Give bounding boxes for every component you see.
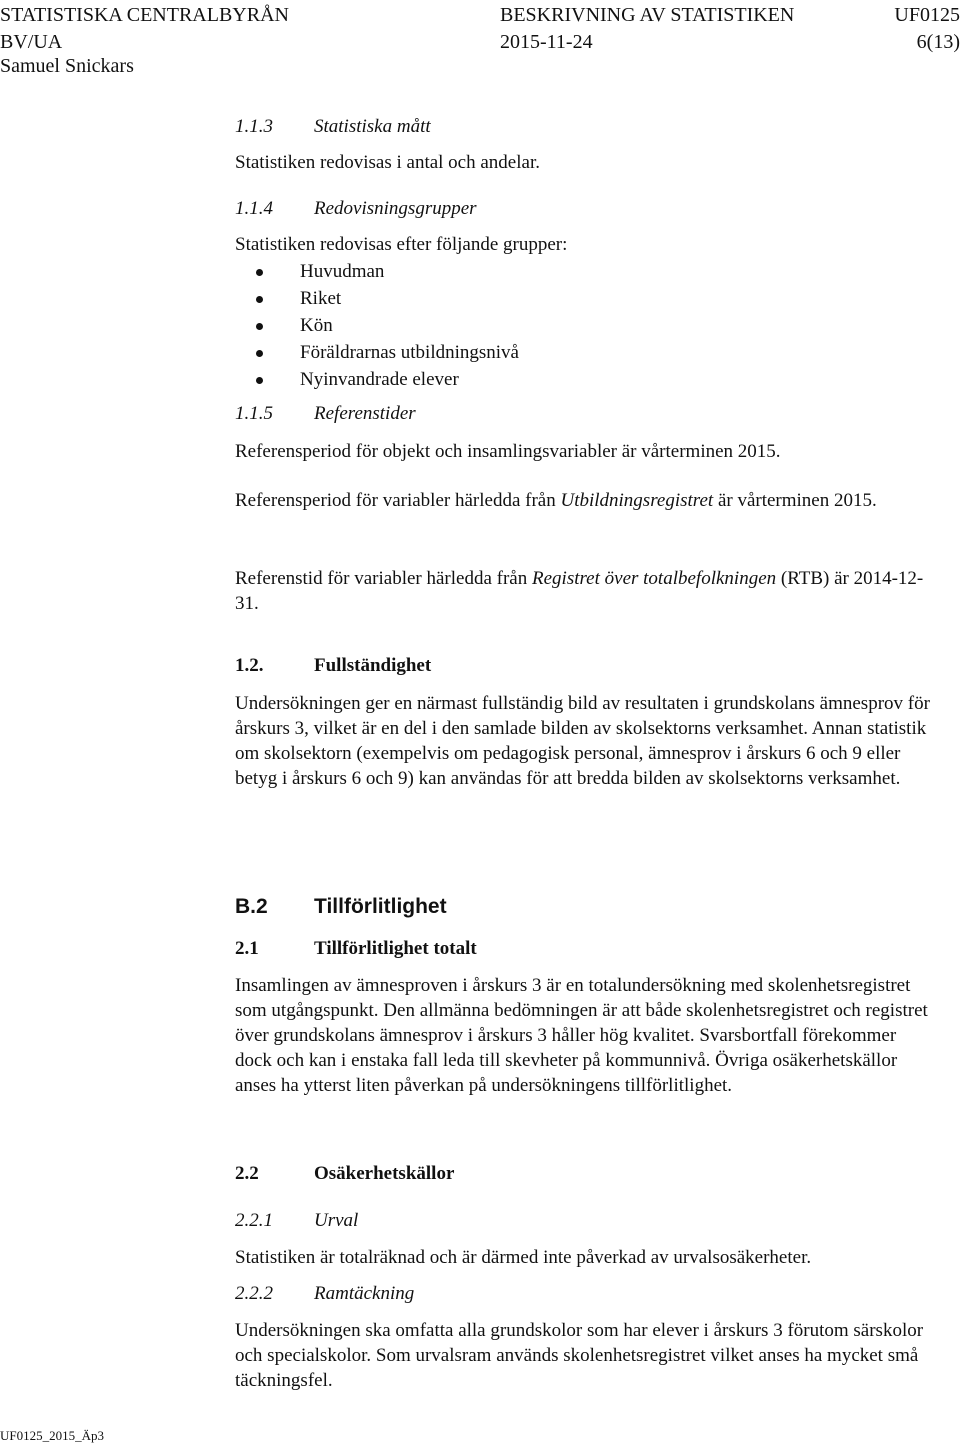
section-number: 1.1.4: [235, 198, 273, 219]
list-item: Nyinvandrade elever: [235, 366, 519, 393]
paragraph-referensperiod-utbildningsregistret: [235, 488, 935, 513]
list-item: Kön: [235, 312, 519, 339]
bullet-list-groups: [235, 258, 519, 393]
paragraph-grupper-intro: Statistiken redovisas efter följande grupper:: [235, 234, 568, 255]
header-org: STATISTISKA CENTRALBYRÅN: [0, 4, 289, 26]
section-heading-1-2: [235, 654, 431, 678]
section-title: Fullständighet: [314, 655, 432, 676]
section-title: Statistiska mått: [314, 116, 431, 137]
section-heading-2-1: [235, 937, 477, 961]
section-heading-2-2: [235, 1162, 454, 1186]
section-title: Referenstider: [314, 403, 416, 424]
paragraph-referensperiod-objekt: Referensperiod för objekt och insamlingsvariabler är vårterminen 2015.: [235, 441, 781, 462]
section-number: 2.2.2: [235, 1283, 273, 1304]
section-heading-b-2: [235, 895, 447, 919]
header-date: 2015-11-24: [500, 31, 593, 53]
paragraph-tillforlitlighet-totalt: Insamlingen av ämnesproven i årskurs 3 är en totalundersökning med skolenhetsregistret som utgångspunkt. Den allmänna bedömningen är att både skolenhetsregistret och registret över grundskolans ämnesprov i årskurs 3 håller hög kvalitet. Svarsbortfall förekommer dock och kan i enstaka fall leda till skevheter på kommunnivå. Övriga osäkerhetskällor anses ha ytterst liten påverkan på undersökningens tillförlitlighet.: [235, 975, 928, 1096]
paragraph-ramtackning: Undersökningen ska omfatta alla grundskolor som har elever i årskurs 3 förutom särskolor och specialskolor. Som urvalsram används skolenhetsregistret vilket anses ha mycket små täckningsfel.: [235, 1320, 924, 1391]
header-code: UF0125: [894, 4, 960, 26]
section-number: B.2: [235, 895, 268, 918]
section-title: Urval: [314, 1210, 359, 1231]
paragraph-urval: Statistiken är totalräknad och är därmed inte påverkad av urvalsosäkerheter.: [235, 1247, 812, 1268]
section-title: Osäkerhetskällor: [314, 1163, 455, 1184]
section-title: Tillförlitlighet totalt: [314, 938, 477, 959]
section-number: 2.1: [235, 938, 259, 959]
paragraph-referenstid-rtb: [235, 566, 935, 616]
register-name: Registret över totalbefolkningen: [532, 568, 777, 589]
paragraph-fullstandighet: Undersökningen ger en närmast fullständig bild av resultaten i grundskolans ämnesprov för årskurs 3, vilket är en del i den samlade bilden av skolsektorns verksamhet. Annan statistik om skolsektorn (exempelvis om pedagogisk personal, ämnesprov i årskurs 6 och 9 eller betyg i årskurs 6 och 9) kan användas för att bredda bilden av skolsektorns verksamhet.: [235, 693, 930, 789]
list-item: Huvudman: [235, 258, 519, 285]
text-run: Referenstid för variabler härledda från: [235, 568, 532, 589]
header-author: Samuel Snickars: [0, 55, 134, 77]
section-number: 2.2: [235, 1163, 259, 1184]
section-title: Tillförlitlighet: [314, 895, 447, 918]
section-heading-1-1-3: [235, 115, 431, 139]
text-run: (RTB) är 2014-12-31.: [235, 568, 924, 614]
section-number: 1.2.: [235, 655, 264, 676]
section-heading-2-2-1: [235, 1209, 358, 1233]
header-unit: BV/UA: [0, 31, 63, 53]
text-run: är vårterminen 2015.: [713, 490, 877, 511]
header-doc-title: BESKRIVNING AV STATISTIKEN: [500, 4, 795, 26]
paragraph-statistiska-matt: Statistiken redovisas i antal och andelar.: [235, 152, 540, 173]
section-title: Ramtäckning: [314, 1283, 415, 1304]
register-name: Utbildningsregistret: [560, 490, 714, 511]
footer-file-id: UF0125_2015_Äp3: [0, 1428, 105, 1443]
text-run: Referensperiod för variabler härledda från: [235, 490, 561, 511]
section-heading-2-2-2: [235, 1282, 414, 1306]
section-heading-1-1-5: [235, 402, 416, 426]
section-number: 1.1.5: [235, 403, 273, 424]
list-item: Riket: [235, 285, 519, 312]
section-number: 1.1.3: [235, 116, 273, 137]
section-number: 2.2.1: [235, 1210, 273, 1231]
header-page-number: 6(13): [916, 31, 960, 53]
list-item: Föräldrarnas utbildningsnivå: [235, 339, 519, 366]
section-title: Redovisningsgrupper: [314, 198, 477, 219]
section-heading-1-1-4: [235, 197, 477, 221]
